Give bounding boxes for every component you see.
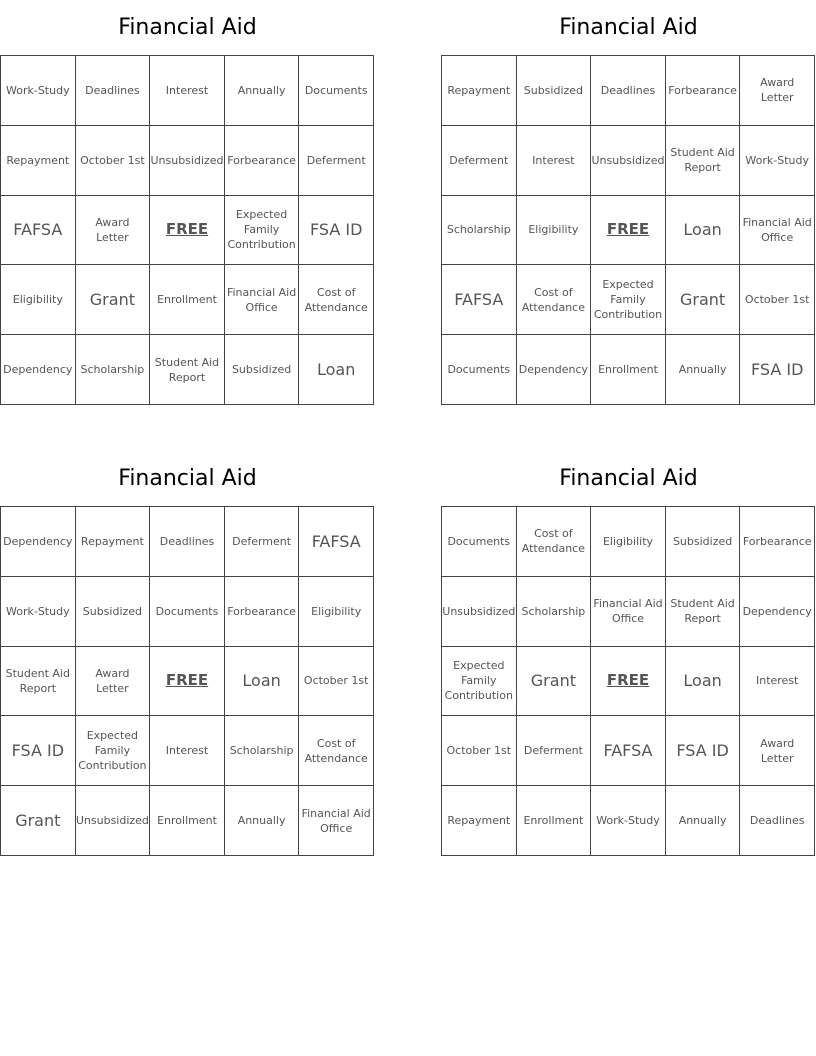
bingo-cell: Interest xyxy=(150,56,225,126)
bingo-cell: Loan xyxy=(666,196,741,266)
bingo-grid xyxy=(0,506,374,856)
free-space-cell: FREE xyxy=(591,196,666,266)
bingo-cell: Financial Aid Office xyxy=(225,265,300,335)
bingo-cell: FSA ID xyxy=(1,716,76,786)
bingo-cell: Loan xyxy=(225,647,300,717)
bingo-cell: Deferment xyxy=(442,126,517,196)
bingo-cell: Expected Family Contribution xyxy=(225,196,300,266)
bingo-cell: October 1st xyxy=(299,647,374,717)
bingo-cell: Grant xyxy=(1,786,76,856)
bingo-cell: Interest xyxy=(517,126,592,196)
bingo-cell: Student Aid Report xyxy=(1,647,76,717)
bingo-cell: FAFSA xyxy=(442,265,517,335)
bingo-cell: Financial Aid Office xyxy=(299,786,374,856)
bingo-cell: Repayment xyxy=(76,507,151,577)
bingo-cell: Documents xyxy=(442,507,517,577)
bingo-cell: Work-Study xyxy=(591,786,666,856)
bingo-cell: Forbearance xyxy=(740,507,815,577)
bingo-cell: Work-Study xyxy=(1,56,76,126)
card-title: Financial Aid xyxy=(559,15,698,40)
bingo-cell: Scholarship xyxy=(442,196,517,266)
bingo-cell: Financial Aid Office xyxy=(591,577,666,647)
bingo-cell: FSA ID xyxy=(299,196,374,266)
bingo-cell: Subsidized xyxy=(225,335,300,405)
bingo-cell: Annually xyxy=(666,786,741,856)
bingo-cell: Subsidized xyxy=(517,56,592,126)
bingo-cell: FAFSA xyxy=(1,196,76,266)
bingo-cell: Deferment xyxy=(299,126,374,196)
bingo-cell: October 1st xyxy=(76,126,151,196)
bingo-cell: Expected Family Contribution xyxy=(76,716,151,786)
bingo-cell: Annually xyxy=(225,56,300,126)
free-space-cell: FREE xyxy=(150,196,225,266)
bingo-cell: Enrollment xyxy=(150,786,225,856)
bingo-grid xyxy=(441,55,815,405)
bingo-cell: Grant xyxy=(517,647,592,717)
bingo-cell: Award Letter xyxy=(740,56,815,126)
bingo-cell: Enrollment xyxy=(517,786,592,856)
bingo-cell: Scholarship xyxy=(517,577,592,647)
bingo-cell: Dependency xyxy=(1,507,76,577)
bingo-cell: Student Aid Report xyxy=(150,335,225,405)
bingo-cell: Loan xyxy=(666,647,741,717)
bingo-cell: Unsubsidized xyxy=(442,577,517,647)
bingo-cell: Subsidized xyxy=(666,507,741,577)
bingo-cell: FAFSA xyxy=(299,507,374,577)
bingo-cell: Eligibility xyxy=(591,507,666,577)
bingo-cell: Documents xyxy=(150,577,225,647)
bingo-cell: Dependency xyxy=(740,577,815,647)
bingo-cell: Unsubsidized xyxy=(591,126,666,196)
bingo-cell: Scholarship xyxy=(225,716,300,786)
bingo-cell: Cost of Attendance xyxy=(299,265,374,335)
bingo-cell: Award Letter xyxy=(740,716,815,786)
bingo-cell: FAFSA xyxy=(591,716,666,786)
bingo-cell: Expected Family Contribution xyxy=(442,647,517,717)
bingo-cell: Deferment xyxy=(225,507,300,577)
bingo-cell: Award Letter xyxy=(76,196,151,266)
card-title: Financial Aid xyxy=(118,15,257,40)
bingo-cell: Work-Study xyxy=(1,577,76,647)
bingo-cell: Repayment xyxy=(1,126,76,196)
bingo-cell: Grant xyxy=(666,265,741,335)
card-title: Financial Aid xyxy=(559,466,698,491)
bingo-cell: Deadlines xyxy=(740,786,815,856)
bingo-cell: Unsubsidized xyxy=(76,786,151,856)
bingo-cell: Grant xyxy=(76,265,151,335)
bingo-cell: Financial Aid Office xyxy=(740,196,815,266)
bingo-cell: Eligibility xyxy=(517,196,592,266)
bingo-cell: Annually xyxy=(225,786,300,856)
bingo-cell: Subsidized xyxy=(76,577,151,647)
bingo-grid xyxy=(441,506,815,856)
bingo-cell: Repayment xyxy=(442,786,517,856)
bingo-cell: October 1st xyxy=(442,716,517,786)
bingo-cell: Deadlines xyxy=(150,507,225,577)
bingo-cell: Enrollment xyxy=(591,335,666,405)
bingo-cell: Dependency xyxy=(1,335,76,405)
bingo-cell: Eligibility xyxy=(299,577,374,647)
bingo-cell: Dependency xyxy=(517,335,592,405)
bingo-cell: Expected Family Contribution xyxy=(591,265,666,335)
bingo-cell: Annually xyxy=(666,335,741,405)
bingo-cell: Cost of Attendance xyxy=(517,265,592,335)
free-space-cell: FREE xyxy=(150,647,225,717)
bingo-cell: Documents xyxy=(299,56,374,126)
bingo-cell: Student Aid Report xyxy=(666,126,741,196)
bingo-cell: Repayment xyxy=(442,56,517,126)
bingo-cell: October 1st xyxy=(740,265,815,335)
bingo-cell: Deadlines xyxy=(591,56,666,126)
bingo-cell: Eligibility xyxy=(1,265,76,335)
bingo-cell: Scholarship xyxy=(76,335,151,405)
bingo-cell: Interest xyxy=(150,716,225,786)
bingo-cell: Student Aid Report xyxy=(666,577,741,647)
bingo-cell: Cost of Attendance xyxy=(299,716,374,786)
bingo-cell: Forbearance xyxy=(666,56,741,126)
bingo-grid xyxy=(0,55,374,405)
bingo-cell: Documents xyxy=(442,335,517,405)
bingo-cell: Enrollment xyxy=(150,265,225,335)
bingo-cell: FSA ID xyxy=(740,335,815,405)
bingo-cell: FSA ID xyxy=(666,716,741,786)
bingo-cell: Work-Study xyxy=(740,126,815,196)
bingo-cell: Interest xyxy=(740,647,815,717)
free-space-cell: FREE xyxy=(591,647,666,717)
bingo-cell: Loan xyxy=(299,335,374,405)
bingo-cell: Deferment xyxy=(517,716,592,786)
card-title: Financial Aid xyxy=(118,466,257,491)
bingo-cell: Forbearance xyxy=(225,126,300,196)
bingo-cell: Deadlines xyxy=(76,56,151,126)
bingo-cell: Forbearance xyxy=(225,577,300,647)
bingo-cell: Unsubsidized xyxy=(150,126,225,196)
bingo-cell: Award Letter xyxy=(76,647,151,717)
bingo-cell: Cost of Attendance xyxy=(517,507,592,577)
